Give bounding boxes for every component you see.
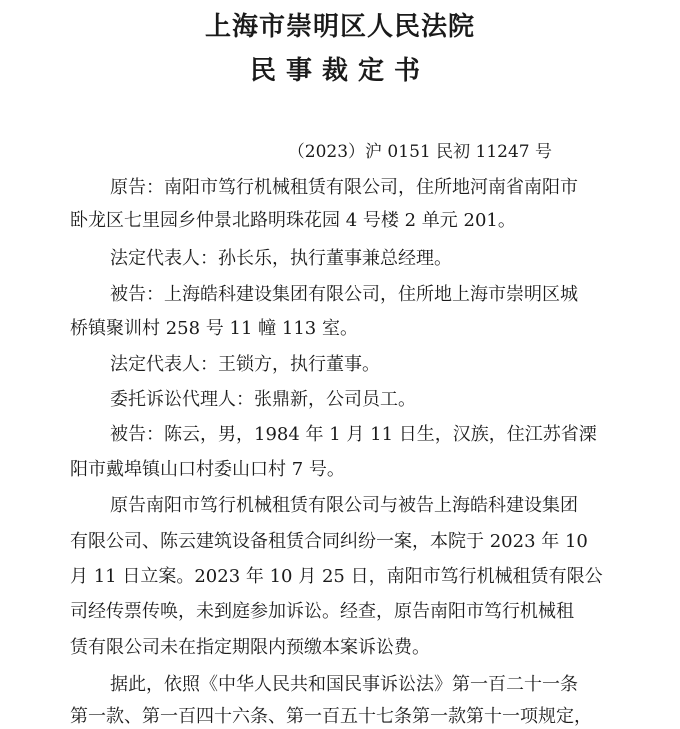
facts-line-2: 有限公司、陈云建筑设备租赁合同纠纷一案，本院于 2023 年 10 — [70, 531, 588, 552]
court-name: 上海市崇明区人民法院 — [204, 12, 475, 42]
defendant1-line-1: 被告：上海皓科建设集团有限公司，住所地上海市崇明区城 — [110, 284, 578, 305]
defendant2-line-1: 被告：陈云，男，1984 年 1 月 11 日生，汉族，住江苏省溧 — [110, 424, 597, 445]
facts-line-4: 司经传票传唤，未到庭参加诉讼。经查，原告南阳市笃行机械租 — [70, 601, 574, 622]
document-title: 民事裁定书 — [249, 56, 430, 86]
facts-line-1: 原告南阳市笃行机械租赁有限公司与被告上海皓科建设集团 — [110, 495, 578, 516]
facts-line-5: 赁有限公司未在指定期限内预缴本案诉讼费。 — [70, 637, 430, 658]
defendant1-representative: 法定代表人：王锁方，执行董事。 — [110, 354, 380, 375]
plaintiff-line-1: 原告：南阳市笃行机械租赁有限公司，住所地河南省南阳市 — [110, 177, 578, 198]
facts-line-3: 月 11 日立案。2023 年 10 月 25 日，南阳市笃行机械租赁有限公 — [70, 566, 603, 587]
plaintiff-line-2: 卧龙区七里园乡仲景北路明珠花园 4 号楼 2 单元 201。 — [70, 210, 516, 231]
defendant2-line-2: 阳市戴埠镇山口村委山口村 7 号。 — [70, 459, 345, 480]
ruling-line-2: 第一款、第一百四十六条、第一百五十七条第一款第十一项规定， — [70, 706, 592, 727]
case-number: （2023）沪 0151 民初 11247 号 — [287, 142, 552, 162]
defendant1-agent: 委托诉讼代理人：张鼎新，公司员工。 — [110, 389, 416, 410]
defendant1-line-2: 桥镇聚训村 258 号 11 幢 113 室。 — [70, 318, 358, 339]
ruling-line-1: 据此，依照《中华人民共和国民事诉讼法》第一百二十一条 — [110, 674, 578, 695]
plaintiff-representative: 法定代表人：孙长乐，执行董事兼总经理。 — [110, 248, 452, 269]
